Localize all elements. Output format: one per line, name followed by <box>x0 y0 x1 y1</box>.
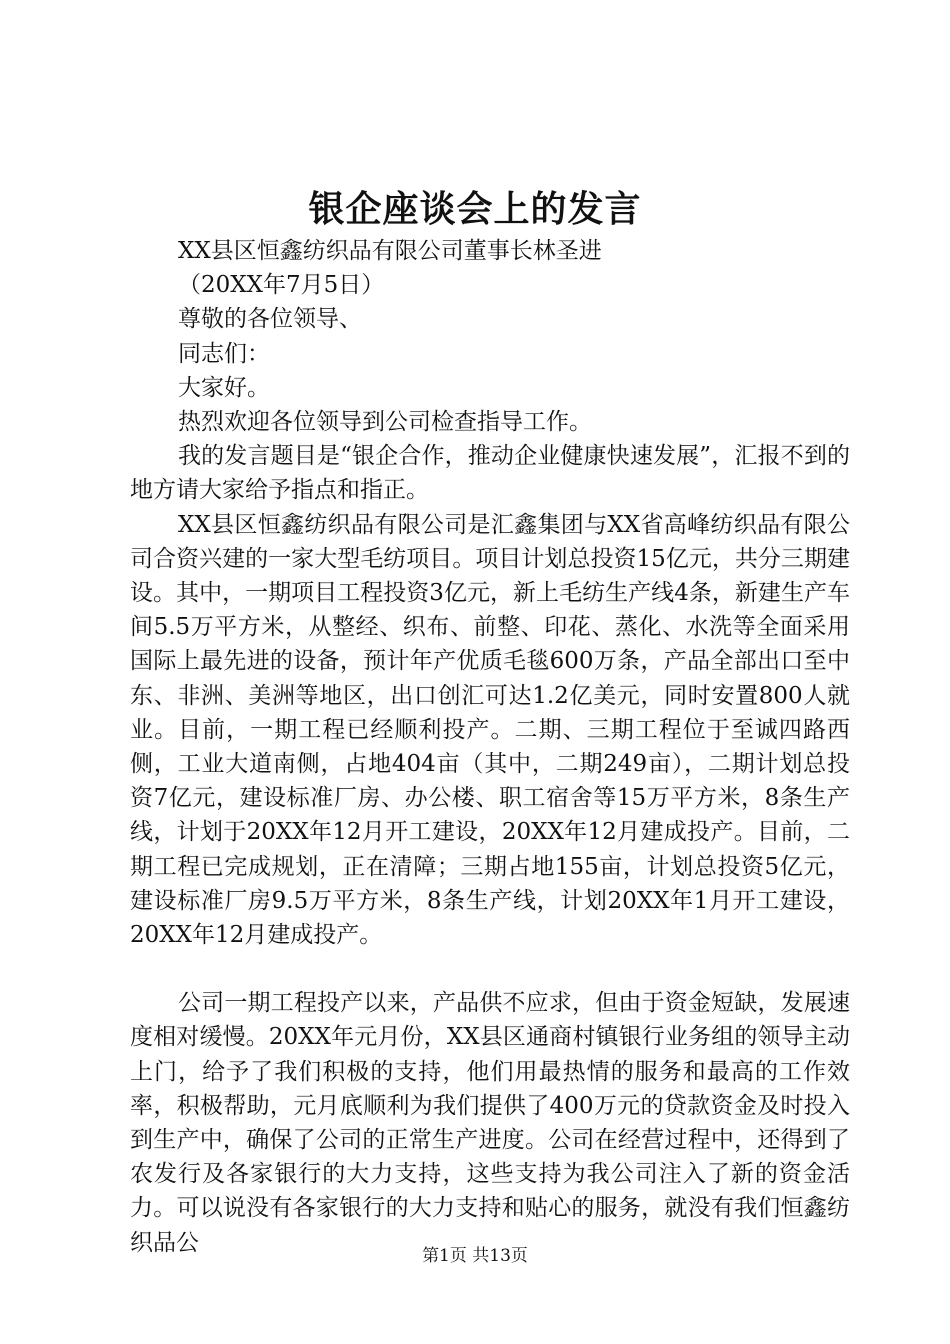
date-line: （20XX年7月5日） <box>178 272 385 299</box>
welcome-paragraph: 热烈欢迎各位领导到公司检查指导工作。 <box>178 409 592 436</box>
company-paragraph: XX县区恒鑫纺织品有限公司是汇鑫集团与XX省高峰纺织品有限公司合资兴建的一家大型毛纺项目。项目计划总投资15亿元，共分三期建设。其中，一期项目工程投资3亿元，新上毛纺生产线4条，新建生产车间5.5万平方米，从整经、织布、前整、印花、蒸化、水洗等全面采用国际上最先进的设备，预计年产优质毛毯600万条，产品全部出口至中东、非洲、美洲等地区，出口创汇可达1.2亿美元，同时安置800人就业。目前，一期工程已经顺利投产。二期、三期工程位于至诚四路西侧，工业大道南侧，占地404亩（其中，二期249亩），二期计划总投资7亿元，建设标准厂房、办公楼、职工宿舍等15万平方米，8条生产线，计划于20XX年12月开工建设，20XX年12月建成投产。目前，二期工程已完成规划，正在清障；三期占地155亩，计划总投资5亿元，建设标准厂房9.5万平方米，8条生产线，计划20XX年1月开工建设，20XX年12月建成投产。 <box>130 511 850 949</box>
greeting-line-1: 尊敬的各位领导、 <box>178 306 362 333</box>
greeting-line-3: 大家好。 <box>178 374 270 401</box>
document-body <box>130 234 850 1260</box>
topic-paragraph: 我的发言题目是“银企合作，推动企业健康快速发展”，汇报不到的地方请大家给予指点和指正。 <box>130 443 850 504</box>
author-line: XX县区恒鑫纺织品有限公司董事长林圣进 <box>178 238 602 264</box>
page-footer: 第1页 共13页 <box>422 1246 528 1266</box>
paragraph-spacer <box>130 952 850 986</box>
document-title: 银企座谈会上的发言 <box>308 188 642 230</box>
greeting-line-2: 同志们： <box>178 340 270 367</box>
support-paragraph: 公司一期工程投产以来，产品供不应求，但由于资金短缺，发展速度相对缓慢。20XX年元月份，XX县区通商村镇银行业务组的领导主动上门，给予了我们积极的支持，他们用最热情的服务和最高的工作效率，积极帮助，元月底顺利为我们提供了400万元的贷款资金及时投入到生产中，确保了公司的正常生产进度。公司在经营过程中，还得到了农发行及各家银行的大力支持，这些支持为我公司注入了新的资金活力。可以说没有各家银行的大力支持和贴心的服务，就没有我们恒鑫纺织品公 <box>130 990 850 1256</box>
